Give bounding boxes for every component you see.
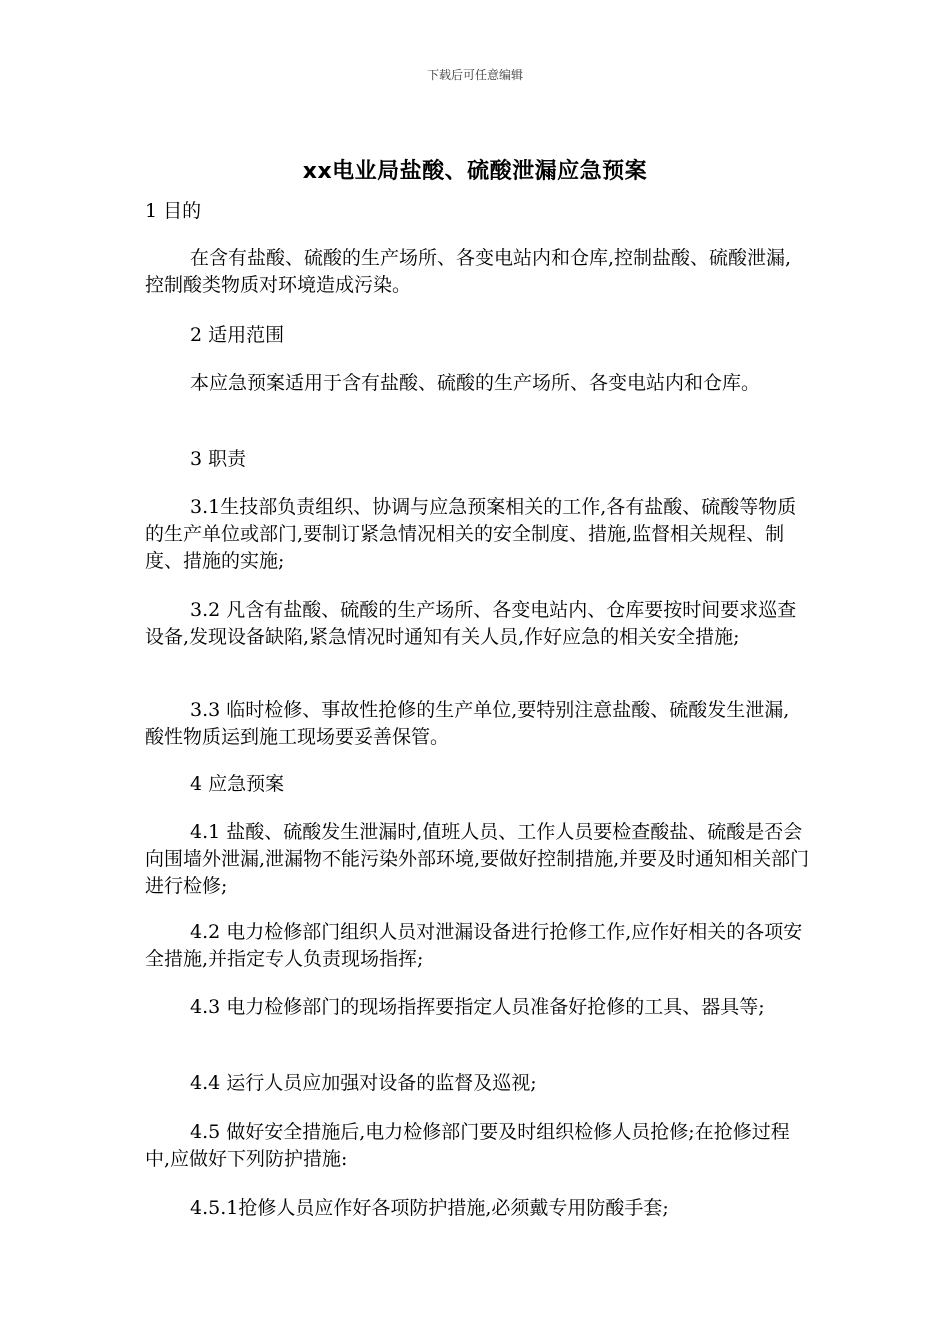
heading-purpose: 1 目的: [145, 200, 202, 222]
paragraph-3-2: 3.2 凡含有盐酸、硫酸的生产场所、各变电站内、仓库要按时间要求巡查设备,发现设备缺陷,紧急情况时通知有关人员,作好应急的相关安全措施;: [145, 599, 797, 648]
paragraph-4-4: 4.4 运行人员应加强对设备的监督及巡视;: [190, 1072, 537, 1094]
paragraph-4-5-1: 4.5.1抢修人员应作好各项防护措施,必须戴专用防酸手套;: [190, 1197, 669, 1219]
paragraph-4-2: 4.2 电力检修部门组织人员对泄漏设备进行抢修工作,应作好相关的各项安全措施,并指定专人负责现场指挥;: [145, 921, 803, 970]
paragraph-3-1: 3.1生技部负责组织、协调与应急预案相关的工作,各有盐酸、硫酸等物质的生产单位或部门,要制订紧急情况相关的安全制度、措施,监督相关规程、制度、措施的实施;: [145, 496, 797, 572]
page-header: 下载后可任意编辑: [426, 68, 523, 82]
paragraph-purpose: 在含有盐酸、硫酸的生产场所、各变电站内和仓库,控制盐酸、硫酸泄漏,控制酸类物质对环境造成污染。: [145, 247, 792, 296]
paragraph-4-3: 4.3 电力检修部门的现场指挥要指定人员准备好抢修的工具、器具等;: [190, 996, 765, 1018]
paragraph-3-3: 3.3 临时检修、事故性抢修的生产单位,要特别注意盐酸、硫酸发生泄漏, 酸性物质运到施工现场要妥善保管。: [145, 699, 790, 748]
paragraph-4-5: 4.5 做好安全措施后,电力检修部门要及时组织检修人员抢修;在抢修过程中,应做好下列防护措施:: [145, 1121, 790, 1170]
paragraph-scope: 本应急预案适用于含有盐酸、硫酸的生产场所、各变电站内和仓库。: [190, 372, 761, 394]
document-title: xx电业局盐酸、硫酸泄漏应急预案: [302, 159, 648, 184]
heading-emergency-plan: 4 应急预案: [190, 773, 285, 795]
heading-duties: 3 职责: [190, 448, 247, 470]
paragraph-4-1: 4.1 盐酸、硫酸发生泄漏时,值班人员、工作人员要检查酸盐、硫酸是否会向围墙外泄漏,泄漏物不能污染外部环境,要做好控制措施,并要及时通知相关部门进行检修;: [145, 821, 810, 897]
heading-scope: 2 适用范围: [190, 324, 285, 346]
